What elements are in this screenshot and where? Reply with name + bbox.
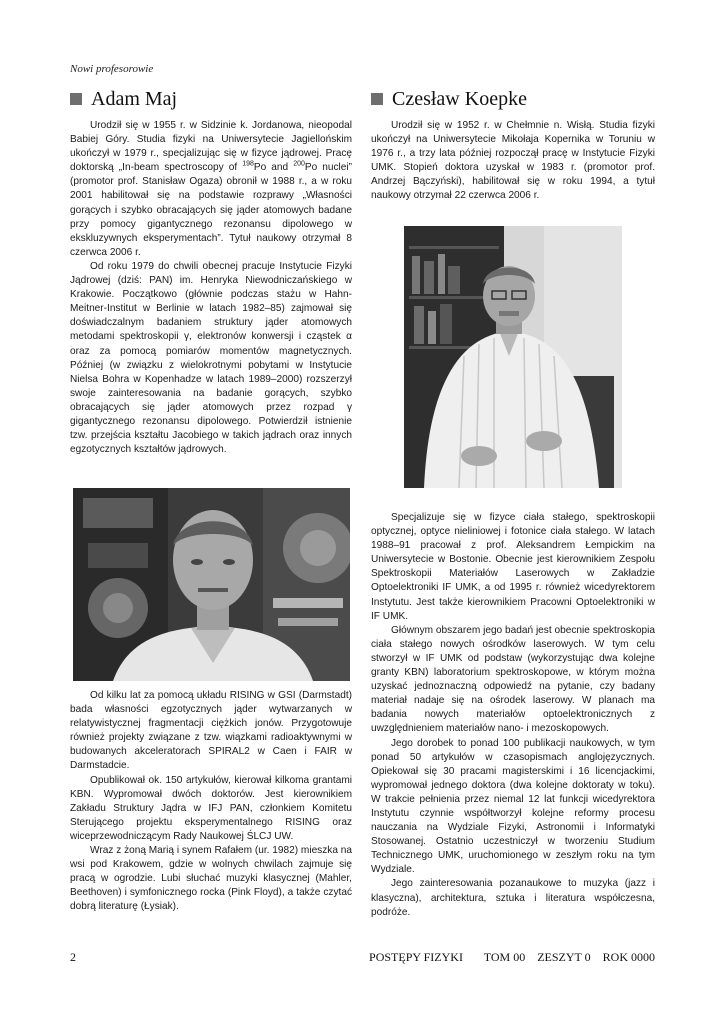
- bio-right-top: [371, 119, 655, 204]
- bio-paragraph: Jego zainteresowania pozanaukowe to muzyka (jazz i klasyczna), architektura, sztuka i literatura współczesna, podróże.: [371, 878, 655, 918]
- profile-adam-maj: [70, 87, 352, 457]
- profile-name-right: Czesław Koepke: [392, 87, 527, 110]
- profile-heading-right: [371, 87, 655, 111]
- journal-name: POSTĘPY FIZYKI: [369, 950, 463, 964]
- bio-left-bottom: [70, 689, 352, 915]
- bio-paragraph: Od kilku lat za pomocą układu RISING w GSI (Darmstadt) bada własności egzotycznych jąder wytwarzanych w relatywistycznej fragmentacji ciężkich jonów. Przygotowuje również projekty związane z tzw. wiązkami radioaktywnymi w budowanych akceleratorach SPIRAL2 w Caen i FAIR w Darmstadcie.: [70, 690, 352, 772]
- bio-paragraph: Urodził się w 1955 r. w Sidzinie k. Jordanowa, nieopodal Babiej Góry. Studia fizyki na Uniwersytecie Jagiellońskim ukończył w 1979 r., specjalizując się w fizyce jądrowej. Pracę doktorską „In-beam spectroscopy of $^{198}$Po and $^{200}$Po nuclei” (promotor prof. Stanisław Ogaza) obronił w 1988 r., a w roku 2001 habilitował się na podstawie rozprawy „Własności gorących i szybko obracających się jąder atomowych badane przy pomocy gigantycznego rezonansu dipolowego w ekskluzywnych eksperymentach”. Tytuł naukowy otrzymał 8 czerwca 2006 r.: [70, 120, 352, 258]
- section-title: Nowi profesorowie: [70, 63, 154, 75]
- bio-left-top: [70, 119, 352, 457]
- portrait-image: [73, 488, 350, 681]
- profile-name-left: Adam Maj: [91, 87, 178, 110]
- profile-czeslaw-koepke: [371, 87, 655, 204]
- heading-bullet-square: [371, 93, 383, 105]
- journal-issue: ZESZYT 0: [537, 950, 591, 964]
- journal-volume: TOM 00: [483, 950, 526, 964]
- bio-paragraph: Urodził się w 1952 r. w Chełmnie n. Wisłą. Studia fizyki ukończył na Uniwersytecie Mikołaja Kopernika w Toruniu w 1976 r., a trzy lata później rozpoczął pracę w Instytucie Fizyki UMK. Stopień doktora uzyskał w 1983 r. (promotor prof. Andrzej Bączyński), habilitował się w roku 1994, a tytuł naukowy otrzymał 22 czerwca 2006 r.: [371, 120, 655, 202]
- photo-adam-maj: [73, 488, 350, 681]
- profile-heading-left: [70, 87, 352, 111]
- heading-bullet-square: [70, 93, 82, 105]
- journal-year: ROK 0000: [602, 950, 655, 964]
- page-number: 2: [70, 950, 76, 964]
- bio-paragraph: Wraz z żoną Marią i synem Rafałem (ur. 1982) mieszka na wsi pod Krakowem, gdzie w wolnych chwilach zajmuje się pracą w ogrodzie. Lubi słuchać muzyki klasycznej (Mahler, Beethoven) i symfonicznego rocka (Pink Floyd), a także czytać dobrą literaturę (Łysiak).: [70, 845, 352, 913]
- bio-paragraph: Opublikował ok. 150 artykułów, kierował kilkoma grantami KBN. Wypromował dwóch doktorów. Jest kierownikiem Zakładu Struktury Jądra w IFJ PAN, członkiem Komitetu Sterującego projektu eksperymentalnego RISING oraz wiceprzewodniczącym Rady Naukowej ŚLCJ UW.: [70, 774, 352, 842]
- portrait-image: [404, 226, 622, 488]
- bio-paragraph: Od roku 1979 do chwili obecnej pracuje Instytucie Fizyki Jądrowej (dziś: PAN) im. Henryka Niewodniczańskiego w Krakowie. Początkowo (głównie podczas stażu w Hahn-Meitner-Institut w Berlinie w latach 1982–85) zajmował się doświadczalnym badaniem struktury jąder atomowych metodami spektroskopii γ, elektronów konwersji i cząstek α oraz za pomocą pomiarów momentów magnetycznych. Później (w związku z wielokrotnymi pobytami w Instytucie Nielsa Bohra w Kopenhadze w latach 1989–2000) rozszerzył swoje zainteresowania na badanie gorących, szybko obracających się jąder atomowych przez rozpad γ gigantycznego rezonansu dipolowego. Potwierdził istnienie tzw. przejścia kształtu Jacobiego w takich jądrach oraz innych egzotycznych kształtów jądrowych.: [70, 260, 352, 456]
- bio-paragraph: Jego dorobek to ponad 100 publikacji naukowych, w tym ponad 50 artykułów w czasopismach anglojęzycznych. Opiekował się 30 pracami magisterskimi i 16 licencjackimi, wypromował jednego doktora (dwa kolejne doktoraty w toku). W trakcie pełnienia przez niemal 12 lat funkcji wicedyrektora Instytutu czynnie współtworzył kolejne reformy procesu nauczania na Wydziale Fizyki, Astronomii i Informatyki Stosowanej. Ostatnio uczestniczył w tworzeniu Studium Technicznego UMK, uruchomionego w zeszłym roku na tym Wydziale.: [371, 737, 655, 876]
- bio-right-bottom: [371, 511, 655, 920]
- bio-paragraph: Specjalizuje się w fizyce ciała stałego, spektroskopii optycznej, optyce nieliniowej i fotonice ciała stałego. W latach 1988–91 pracował z prof. Aleksandrem Łempickim na Uniwersytecie w Bostonie. Obecnie jest kierownikiem Zespołu Spektroskopii Materiałów Laserowych w Zakładzie Optoelektroniki IF UMK, a od 1995 r. również wicedyrektorem Instytutu. Jest także kierownikiem Pracowni Optoelektroniki w IF UMK.: [371, 512, 655, 622]
- journal-info: [369, 950, 655, 965]
- bio-paragraph: Głównym obszarem jego badań jest obecnie spektroskopia ciała stałego nowych ośrodków laserowych. W tym celu stworzył w IF UMK od podstaw (wykorzystując dwa kolejne granty KBN) laboratorium spektroskopowe, w którym można uzyskać jednoznaczną odpowiedź na pytanie, czy badany materiał nadaje się na ośrodek laserowy. W planach ma badania nowych materiałów optoelektronicznych z uwzględnieniem materiałów nano- i mezoskopowych.: [371, 624, 655, 735]
- photo-czeslaw-koepke: [404, 226, 622, 488]
